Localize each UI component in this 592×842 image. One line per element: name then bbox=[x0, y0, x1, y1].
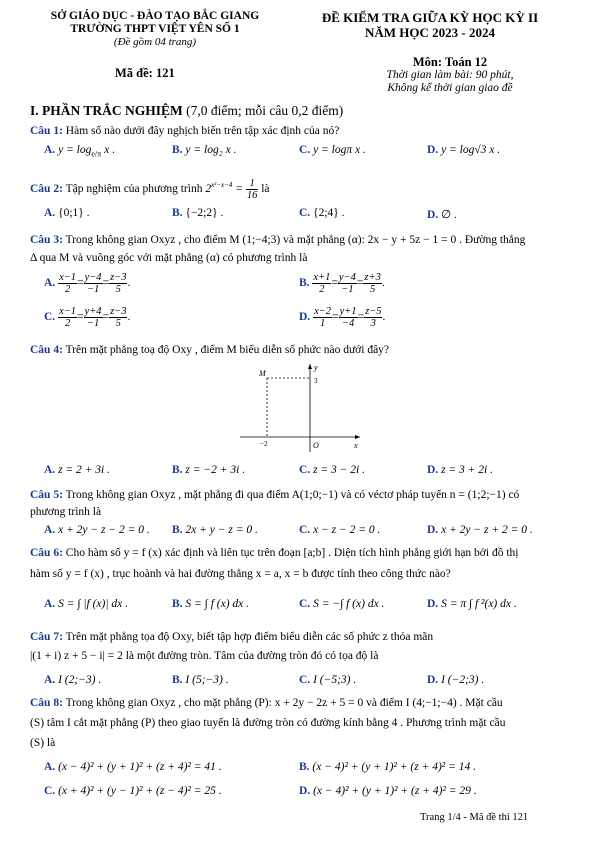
exam-header bbox=[290, 10, 570, 40]
y-tick-label: 3 bbox=[314, 377, 318, 385]
question-text: Trên mặt phẳng toạ độ Oxy , điểm M biểu diễn số phức nào dưới đây? bbox=[65, 344, 390, 356]
option-a[interactable]: A. z = 2 + 3i . bbox=[44, 464, 111, 476]
question-7-options bbox=[44, 674, 574, 688]
option-c[interactable]: C. {2;4} . bbox=[299, 207, 345, 219]
exam-duration: Thời gian làm bài: 90 phút, bbox=[386, 69, 514, 81]
option-d[interactable]: D. I (−2;3) . bbox=[427, 674, 485, 686]
question-number: Câu 6: bbox=[30, 547, 63, 559]
question-number: Câu 1: bbox=[30, 125, 63, 137]
option-c[interactable]: C. (x + 4)² + (y − 1)² + (z − 4)² = 25 . bbox=[44, 785, 222, 797]
question-8-options-row-1 bbox=[44, 761, 574, 775]
section-name: I. PHẦN TRẮC NGHIỆM bbox=[30, 103, 183, 118]
question-6-line-2: hàm số y = f (x) , trục hoành và hai đường thẳng x = a, x = b được tính theo công thức nào? bbox=[30, 568, 451, 580]
section-detail: (7,0 điểm; mỗi câu 0,2 điểm) bbox=[186, 103, 344, 118]
x-tick-label: −2 bbox=[260, 440, 268, 448]
option-a[interactable]: A. S = ∫ |f (x)| dx . bbox=[44, 598, 128, 610]
section-title bbox=[30, 103, 343, 119]
option-d[interactable]: D. $\frac{x-2}{1}$ = $\frac{y+1}{-4}$ = $\frac{z-5}{3}$ . bbox=[299, 306, 386, 329]
question-text: Trên mặt phẳng tọa độ Oxy, biết tập hợp điểm biểu diễn các số phức z thỏa mãn bbox=[65, 631, 434, 643]
option-d[interactable]: D. z = 3 + 2i . bbox=[427, 464, 494, 476]
point-label: M bbox=[259, 369, 266, 378]
option-d[interactable]: D. y = log√3 x . bbox=[427, 144, 501, 156]
question-3-options-row-2 bbox=[44, 306, 574, 340]
question-number: Câu 7: bbox=[30, 631, 63, 643]
option-b[interactable]: B. z = −2 + 3i . bbox=[172, 464, 246, 476]
duration-note: Không kể thời gian giao đề bbox=[387, 82, 513, 94]
question-text: Cho hàm số y = f (x) xác định và liên tục trên đoạn [a;b] . Diện tích hình phẳng giới hạn bởi đồ thị bbox=[65, 547, 519, 559]
option-c[interactable]: C. $\frac{x-1}{2}$ = $\frac{y+4}{-1}$ = $\frac{z-3}{5}$ . bbox=[44, 306, 131, 329]
question-4-options bbox=[44, 464, 574, 478]
question-4 bbox=[30, 344, 570, 357]
question-7 bbox=[30, 631, 570, 644]
question-8-options-row-2 bbox=[44, 785, 574, 799]
option-a[interactable]: A. I (2;−3) . bbox=[44, 674, 102, 686]
exam-code: Mã đề: 121 bbox=[115, 66, 175, 80]
option-d[interactable]: D. x + 2y − z + 2 = 0 . bbox=[427, 524, 533, 536]
option-c[interactable]: C. x − z − 2 = 0 . bbox=[299, 524, 381, 536]
option-a[interactable]: A. x + 2y − z − 2 = 0 . bbox=[44, 524, 150, 536]
y-axis-arrow bbox=[308, 364, 312, 369]
option-d[interactable]: D. S = π ∫ f ²(x) dx . bbox=[427, 598, 517, 610]
option-a[interactable]: A. $y = \log_{e/\pi} x$ . bbox=[44, 144, 115, 159]
question-2: Câu 2: Tập nghiệm của phương trình $2^{x^2-x-4}$ = $\frac{1}{16}$ là bbox=[30, 178, 270, 201]
x-axis-label: x bbox=[354, 441, 358, 450]
question-3-line-2: Δ qua M và vuông góc với mặt phẳng (α) có phương trình là bbox=[30, 252, 308, 264]
option-b[interactable]: B. $\frac{x+1}{2}$ = $\frac{y-4}{-1}$ = $\frac{z+3}{5}$ . bbox=[299, 272, 385, 295]
question-text: Trong không gian Oxyz , cho mặt phẳng (P): x + 2y − 2z + 5 = 0 và điểm I (4;−1;−4) . Mặt cầu bbox=[65, 697, 503, 709]
question-5-options bbox=[44, 524, 574, 538]
question-8 bbox=[30, 697, 570, 710]
question-text: Trong không gian Oxyz , mặt phẳng đi qua điểm A(1;0;−1) và có véctơ pháp tuyến n = (1;2;−1) có bbox=[65, 489, 520, 501]
question-7-line-2: |(1 + i) z + 5 − i| = 2 là một đường tròn. Tâm của đường tròn đó có tọa độ là bbox=[30, 650, 379, 662]
question-8-line-3: (S) là bbox=[30, 737, 56, 749]
question-text: Hàm số nào dưới đây nghịch biến trên tập xác định của nó? bbox=[65, 125, 340, 137]
option-b[interactable]: B. (x − 4)² + (y + 1)² + (z + 4)² = 14 . bbox=[299, 761, 476, 773]
school-header bbox=[30, 10, 280, 49]
option-b[interactable]: B. {−2;2} . bbox=[172, 207, 224, 219]
question-text: Trong không gian Oxyz , cho điểm M (1;−4;3) và mặt phẳng (α): 2x − y + 5z − 1 = 0 . Đường thẳng bbox=[65, 234, 526, 246]
x-axis-arrow bbox=[355, 435, 360, 439]
question-6-options bbox=[44, 598, 574, 618]
school-name: TRƯỜNG THPT VIỆT YÊN SỐ 1 bbox=[70, 23, 240, 35]
page-count: (Đề gồm 04 trang) bbox=[113, 36, 197, 48]
option-c[interactable]: C. y = logπ x . bbox=[299, 144, 366, 156]
y-axis-label: y bbox=[314, 363, 318, 372]
subject-name: Môn: Toán 12 bbox=[412, 55, 488, 69]
question-1-options bbox=[44, 144, 574, 158]
subject-block bbox=[330, 56, 570, 95]
question-5 bbox=[30, 489, 570, 502]
department-name: SỞ GIÁO DỤC - ĐÀO TẠO BẮC GIANG bbox=[50, 10, 260, 22]
option-a[interactable]: A. (x − 4)² + (y + 1)² + (z + 4)² = 41 . bbox=[44, 761, 222, 773]
question-6 bbox=[30, 547, 570, 560]
question-2-options bbox=[44, 207, 574, 221]
option-d[interactable]: D. (x − 4)² + (y + 1)² + (z + 4)² = 29 . bbox=[299, 785, 477, 797]
option-b[interactable]: B. S = ∫ f (x) dx . bbox=[172, 598, 250, 610]
question-number: Câu 4: bbox=[30, 344, 63, 356]
page-footer: Trang 1/4 - Mã đề thi 121 bbox=[420, 812, 529, 823]
question-3-options-row-1 bbox=[44, 272, 574, 306]
option-b[interactable]: B. 2x + y − z = 0 . bbox=[172, 524, 258, 536]
option-a[interactable]: A. {0;1} . bbox=[44, 207, 90, 219]
question-number: Câu 3: bbox=[30, 234, 63, 246]
question-text: Tập nghiệm của phương trình bbox=[65, 183, 203, 196]
question-number: Câu 8: bbox=[30, 697, 63, 709]
option-c[interactable]: C. z = 3 − 2i . bbox=[299, 464, 366, 476]
option-d[interactable]: D. ∅ . bbox=[427, 209, 457, 221]
question-number: Câu 5: bbox=[30, 489, 63, 501]
school-year: NĂM HỌC 2023 - 2024 bbox=[365, 25, 495, 40]
option-c[interactable]: C. S = −∫ f (x) dx . bbox=[299, 598, 385, 610]
question-1 bbox=[30, 125, 570, 138]
question-3 bbox=[30, 234, 570, 247]
question-5-line-2: phương trình là bbox=[30, 506, 102, 518]
option-c[interactable]: C. I (−5;3) . bbox=[299, 674, 357, 686]
exam-title: ĐỀ KIỂM TRA GIỮA KỲ HỌC KỲ II bbox=[321, 10, 539, 25]
option-a[interactable]: A. $\frac{x-1}{2}$ = $\frac{y-4}{-1}$ = $\frac{z-3}{5}$ . bbox=[44, 272, 131, 295]
question-number: Câu 2: bbox=[30, 183, 63, 196]
origin-label: O bbox=[313, 441, 319, 450]
complex-plane-figure bbox=[235, 360, 365, 455]
question-8-line-2: (S) tâm I cắt mặt phẳng (P) theo giao tuyến là đường tròn có đường kính bằng 4 . Phương trình mặt cầu bbox=[30, 717, 506, 729]
option-b[interactable]: B. I (5;−3) . bbox=[172, 674, 229, 686]
option-b[interactable]: B. y = log₂ x . bbox=[172, 144, 237, 156]
